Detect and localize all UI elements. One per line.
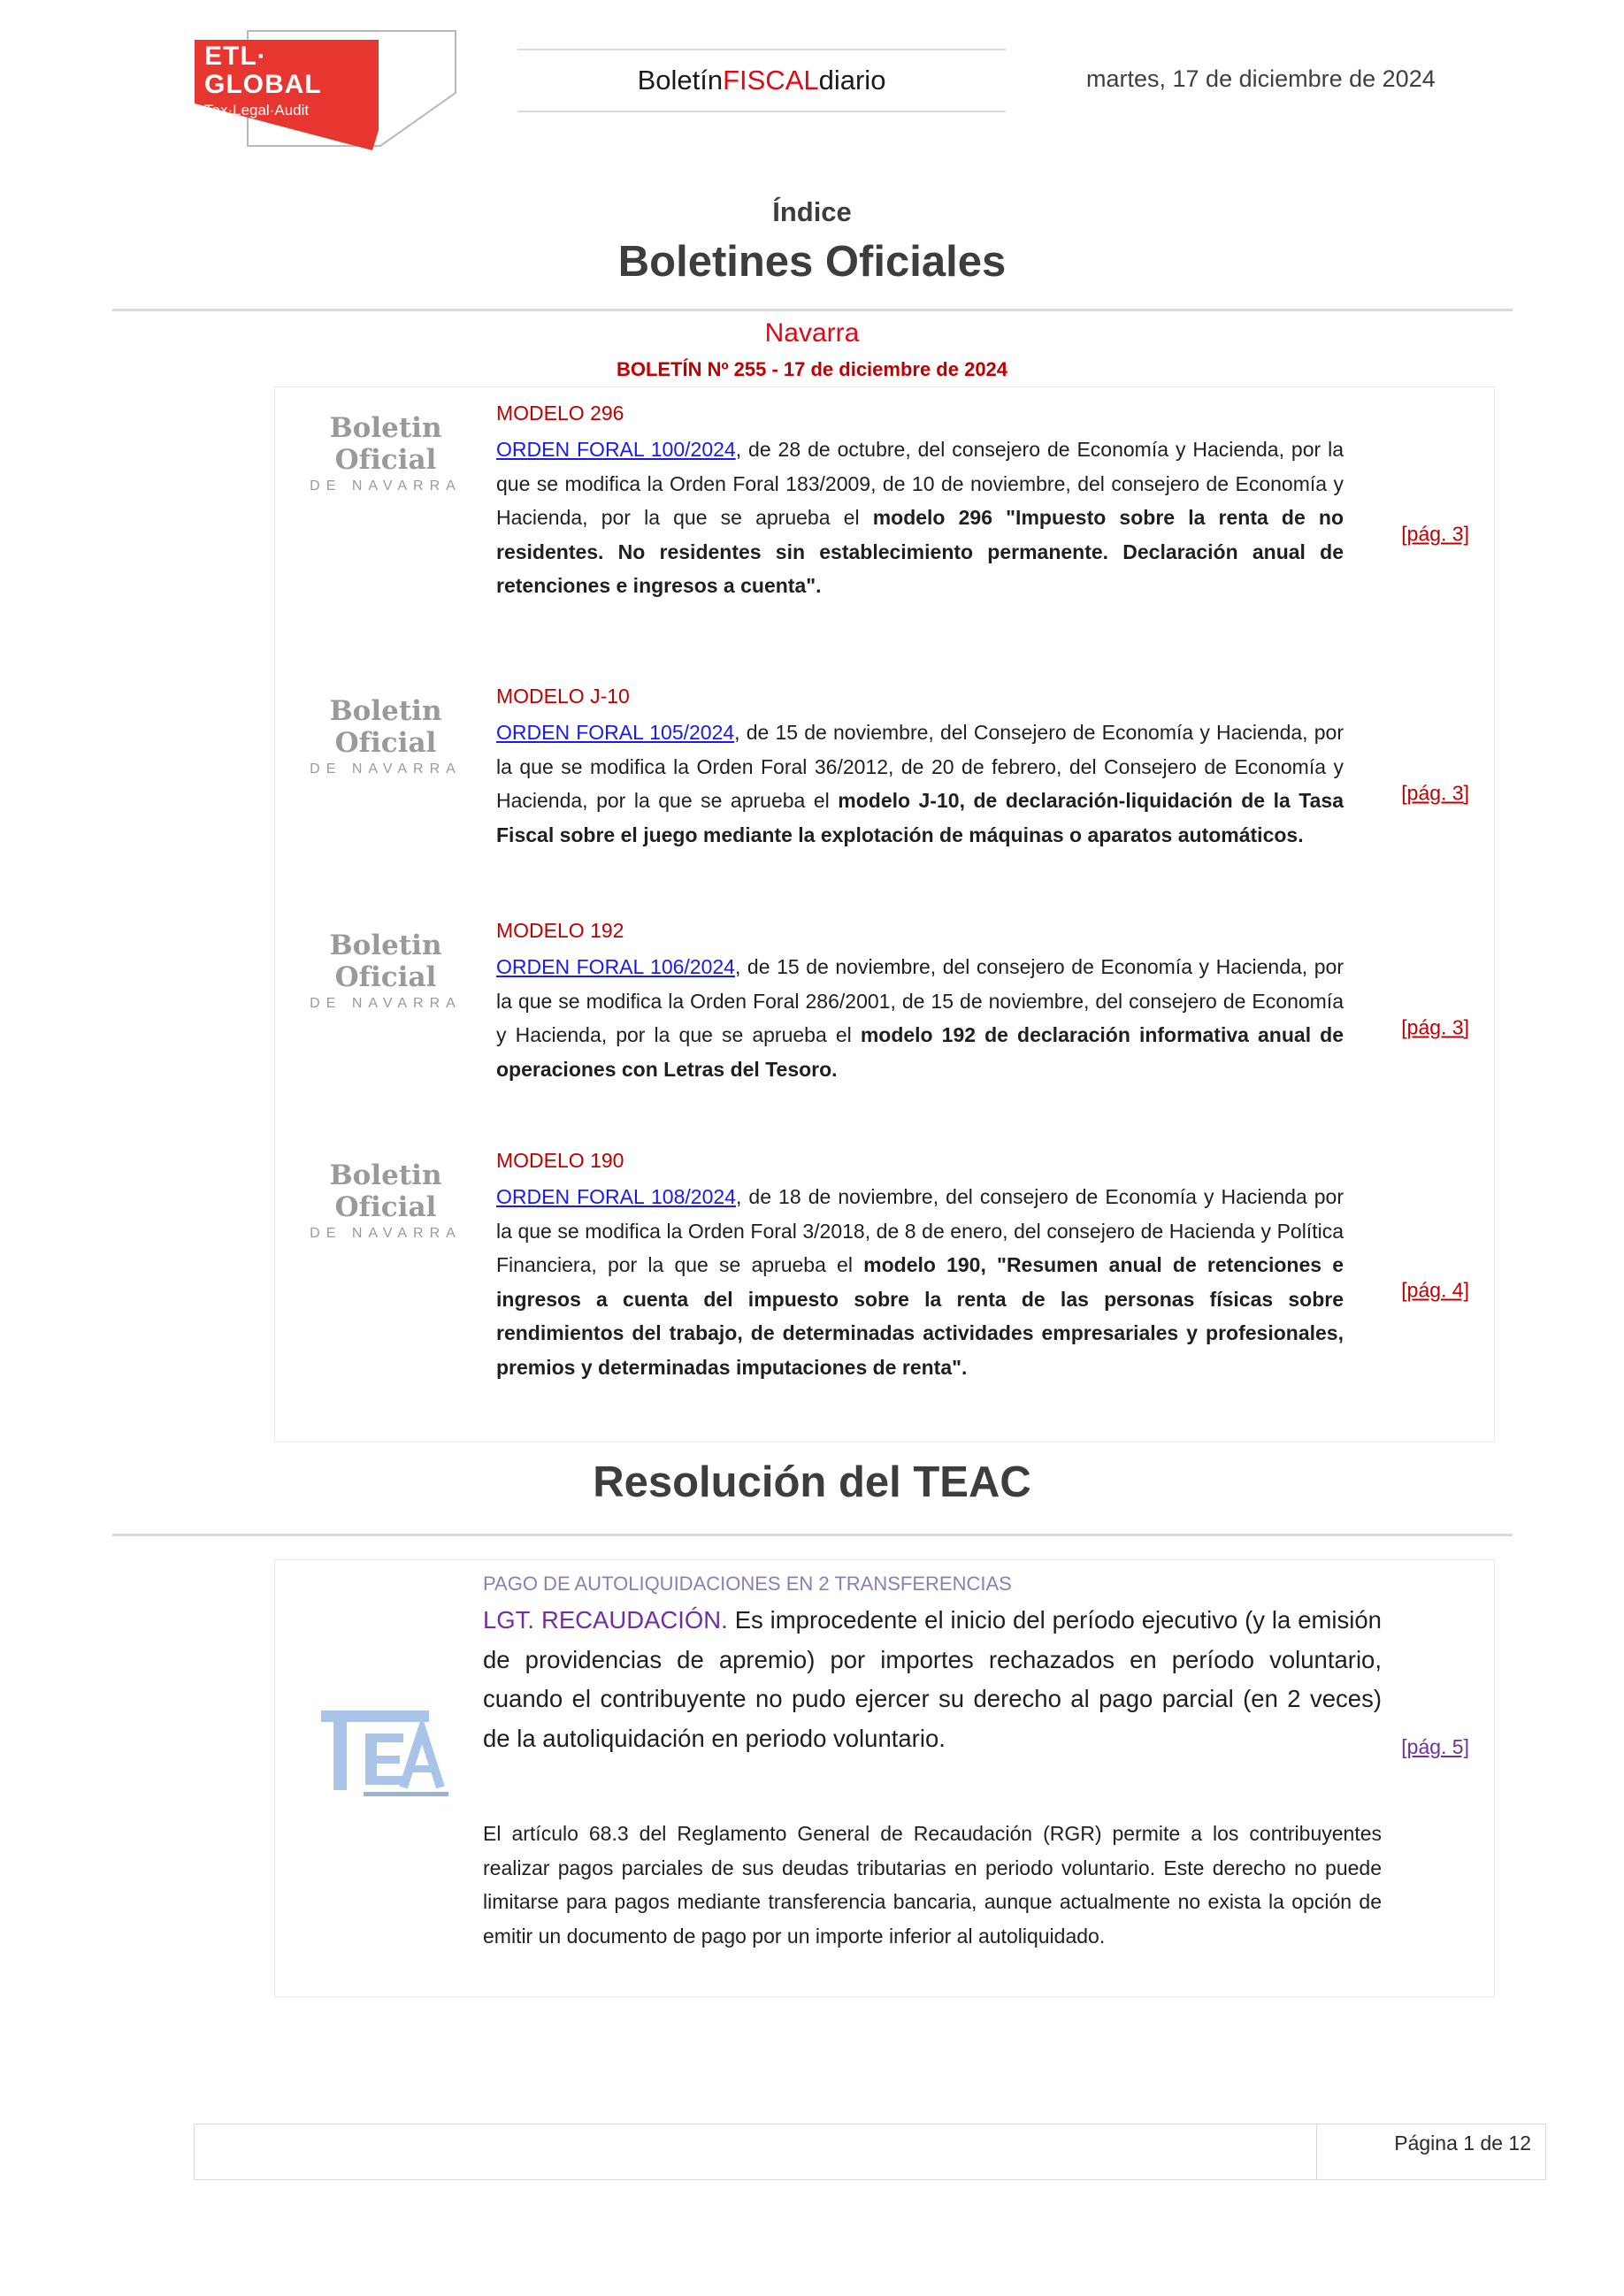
orden-foral-link[interactable]: ORDEN FORAL 108/2024 <box>496 1185 736 1208</box>
bon-logo-line2: DE NAVARRA <box>310 996 462 1011</box>
bulletin-masthead <box>517 49 1006 112</box>
entry-text <box>496 1180 1344 1384</box>
bulletin-number-line: BOLETÍN Nº 255 - 17 de diciembre de 2024 <box>616 358 1008 380</box>
section-title-teac: Resolución del TEAC <box>593 1458 1031 1506</box>
orden-foral-link[interactable]: ORDEN FORAL 106/2024 <box>496 955 735 978</box>
entry-modelo-title: MODELO 296 <box>496 402 624 425</box>
entry-text <box>496 432 1344 603</box>
etl-global-logo <box>190 22 464 155</box>
bon-logo-line1: Boletin Oficial <box>329 930 442 993</box>
teac-lead-paragraph <box>483 1601 1382 1758</box>
bon-logo-line2: DE NAVARRA <box>310 1226 462 1241</box>
section-title-boletines: Boletines Oficiales <box>617 238 1007 286</box>
entry-text-bold: modelo 192 de declaración informativa anual de operaciones con Letras del Tesoro. <box>496 1023 1344 1081</box>
entry-modelo-192 <box>275 919 1494 1136</box>
section-divider <box>112 309 1513 311</box>
teac-topic: PAGO DE AUTOLIQUIDACIONES EN 2 TRANSFERENCIAS <box>483 1573 1012 1595</box>
footer-empty-cell <box>194 2124 1317 2180</box>
boletines-box <box>274 386 1495 1443</box>
entry-modelo-title: MODELO 192 <box>496 919 624 942</box>
orden-foral-link[interactable]: ORDEN FORAL 100/2024 <box>496 438 736 461</box>
boletin-oficial-navarra-logo <box>275 402 496 667</box>
etl-logo-line2: GLOBAL <box>204 70 322 99</box>
entry-modelo-296 <box>275 402 1494 667</box>
masthead-accent: FISCAL <box>723 65 819 96</box>
tea-logo <box>312 1702 454 1808</box>
entry-modelo-title: MODELO 190 <box>496 1149 624 1172</box>
teac-body-paragraph: El artículo 68.3 del Reglamento General de Recaudación (RGR) permite a los contribuyentes realizar pagos parciales de sus deudas tributarias en periodo voluntario. Este derecho no puede limitarse para pagos mediante transferencia bancaria, aunque actualmente no exista la opción de emitir un documento de pago por un importe inferior al autoliquidado. <box>483 1822 1382 1948</box>
entry-text-normal: , de 15 de noviembre, del consejero de Economía y Hacienda, por la que se modifica la Orden Foral 286/2001, de 15 de noviembre, del consejero de Economía y Hacienda, por la que se aprueba el <box>496 955 1344 1046</box>
bon-logo-line2: DE NAVARRA <box>310 478 462 494</box>
entry-text-normal: , de 28 de octubre, del consejero de Economía y Hacienda, por la que se modifica la Orden Foral 183/2009, de 10 de noviembre, del consejero de Economía y Hacienda, por la que se aprueba el <box>496 438 1344 529</box>
footer-page-number: Página 1 de 12 <box>1316 2124 1546 2180</box>
entry-text-bold: modelo 190, "Resumen anual de retenciones e ingresos a cuenta del impuesto sobre la renta de las personas físicas sobre rendimientos del trabajo, de determinadas actividades empresariales y profesionales, premios y determinadas imputaciones de renta". <box>496 1253 1344 1379</box>
teac-lead-rest: Es improcedente el inicio del período ejecutivo (y la emisión de providencias de apremio) por importes rechazados en período voluntario, cuando el contribuyente no pudo ejercer su derecho al pago parcial (en 2 veces) de la autoliquidación en periodo voluntario. <box>483 1606 1382 1752</box>
entry-text-bold: modelo 296 "Impuesto sobre la renta de no residentes. No residentes sin establecimiento permanente. Declaración anual de retenciones e ingresos a cuenta". <box>496 506 1344 597</box>
masthead-post: diario <box>818 65 886 96</box>
masthead-pre: Boletín <box>637 65 724 96</box>
entry-text <box>496 716 1344 852</box>
etl-logo-line3: Tax·Legal·Audit <box>204 102 310 119</box>
region-title: Navarra <box>764 318 860 348</box>
entry-text-bold: modelo J-10, de declaración-liquidación de la Tasa Fiscal sobre el juego mediante la explotación de máquinas o aparatos automáticos. <box>496 789 1344 846</box>
bon-logo-line1: Boletin Oficial <box>329 695 442 759</box>
page-ref-link[interactable]: [pág. 3] <box>1401 522 1469 546</box>
bon-logo-line1: Boletin Oficial <box>329 1159 442 1223</box>
page-ref-link[interactable]: [pág. 3] <box>1401 1015 1469 1038</box>
bon-logo-line2: DE NAVARRA <box>310 762 462 777</box>
page-footer <box>194 2124 1546 2180</box>
entry-modelo-j10 <box>275 685 1494 901</box>
boletin-oficial-navarra-logo <box>275 1149 496 1432</box>
entry-modelo-190 <box>275 1149 1494 1432</box>
boletin-oficial-navarra-logo <box>275 685 496 901</box>
page-ref-link[interactable]: [pág. 4] <box>1401 1278 1469 1302</box>
page-ref-link[interactable]: [pág. 5] <box>1401 1735 1469 1758</box>
index-title: Índice <box>772 196 852 227</box>
entry-text-normal: , de 18 de noviembre, del consejero de Economía y Hacienda por la que se modifica la Orden Foral 3/2018, de 8 de enero, del consejero de Hacienda y Política Financiera, por la que se aprueba el <box>496 1185 1344 1276</box>
etl-logo-line1: ETL· <box>204 42 267 71</box>
boletin-oficial-navarra-logo <box>275 919 496 1136</box>
entry-modelo-title: MODELO J-10 <box>496 685 630 708</box>
entry-text-normal: , de 15 de noviembre, del Consejero de Economía y Hacienda, por la que se modifica la Orden Foral 36/2012, de 20 de febrero, del Consejero de Economía y Hacienda, por la que se aprueba el <box>496 721 1344 812</box>
etl-logo-text <box>190 22 464 155</box>
orden-foral-link[interactable]: ORDEN FORAL 105/2024 <box>496 721 735 744</box>
page-ref-link[interactable]: [pág. 3] <box>1401 781 1469 804</box>
teac-box <box>274 1559 1495 1997</box>
entry-text <box>496 950 1344 1086</box>
section-divider <box>112 1534 1513 1536</box>
teac-lead-accent: LGT. RECAUDACIÓN. <box>483 1606 728 1634</box>
bon-logo-line1: Boletin Oficial <box>329 412 442 476</box>
header-date: martes, 17 de diciembre de 2024 <box>1086 65 1436 92</box>
